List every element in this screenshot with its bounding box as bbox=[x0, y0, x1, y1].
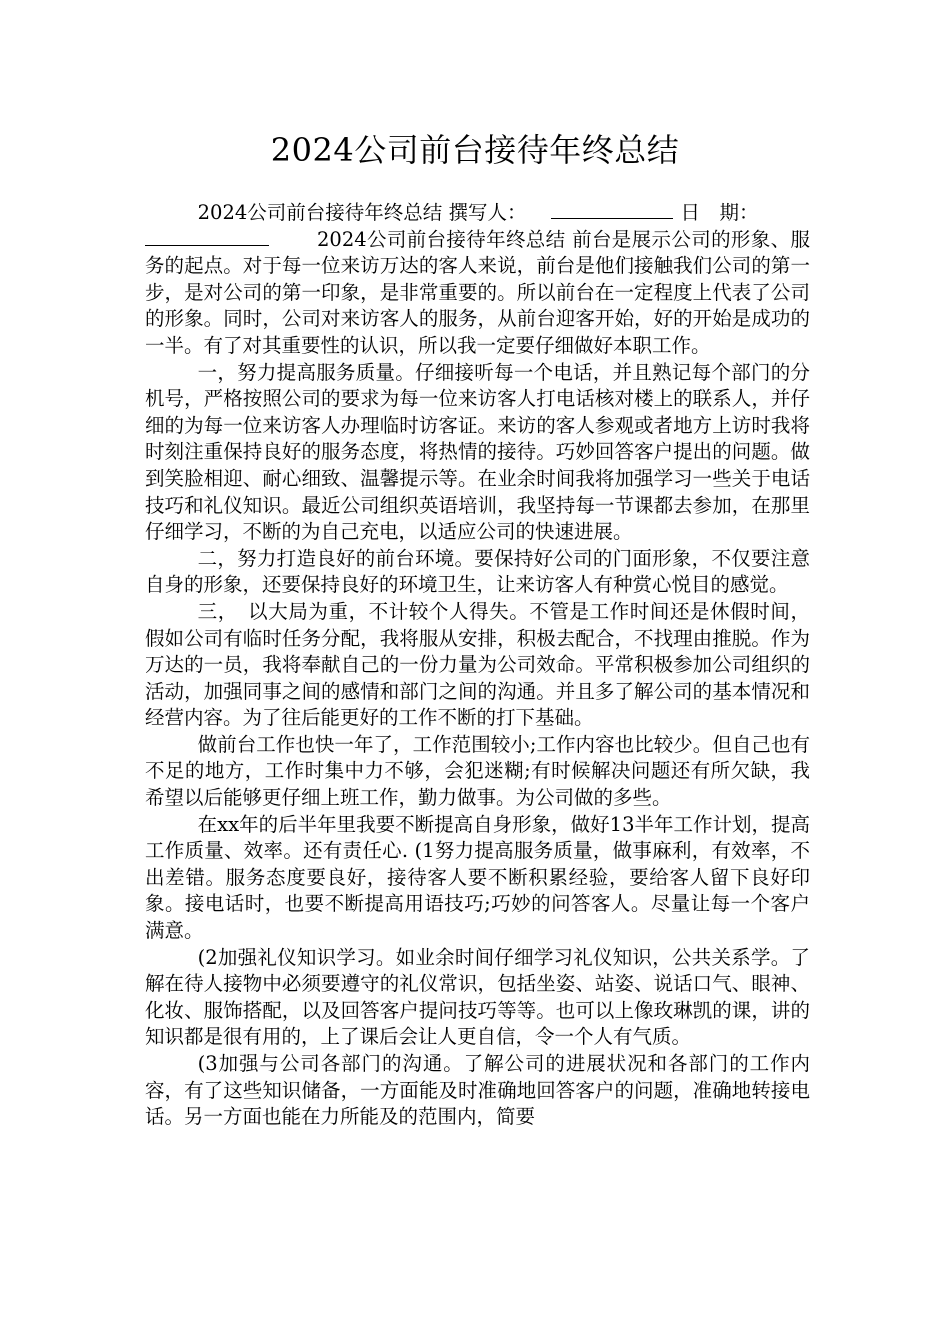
header-doc-name-2: 2024公司前台接待年终总结 bbox=[317, 227, 566, 251]
date-blank bbox=[145, 227, 269, 246]
paragraph-2: 二，努力打造良好的前台环境。要保持好公司的门面形象，不仅要注意自身的形象，还要保持良好的环境卫生，让来访客人有种赏心悦目的感觉。 bbox=[145, 546, 810, 597]
paragraph-6: (2加强礼仪知识学习。如业余时间仔细学习礼仪知识，公共关系学。了解在待人接物中必须要遵守的礼仪常识，包括坐姿、站姿、说话口气、眼神、化妆、服饰搭配，以及回答客户提问技巧等等。也可以上像玫琳凯的课，讲的知识都是很有用的，上了课后会让人更自信，令一个人有气质。 bbox=[145, 945, 810, 1049]
intro-text: 前台是展示公司的形象、服务的起点。对于每一位来访万达的客人来说，前台是他们接触我们公司的第一步，是对公司的第一印象，是非常重要的。所以前台在一定程度上代表了公司的形象。同时，公司对来访客人的服务，从前台迎客开始，好的开始是成功的一半。有了对其重要性的认识，所以我一定要仔细做好本职工作。 bbox=[145, 227, 810, 357]
header-doc-name: 2024公司前台接待年终总结 bbox=[197, 201, 443, 224]
document-title: 2024公司前台接待年终总结 bbox=[270, 131, 680, 169]
date-label: 日 期： bbox=[680, 201, 759, 224]
author-label: 撰写人： bbox=[448, 201, 527, 224]
author-blank bbox=[551, 200, 673, 219]
header-paragraph bbox=[145, 200, 810, 360]
paragraph-1: 一，努力提高服务质量。仔细接听每一个电话，并且熟记每个部门的分机号，严格按照公司的要求为每一位来访客人打电话核对楼上的联系人，并仔细的为每一位来访客人办理临时访客证。来访的客人参观或者地方上访时我将时刻注重保持良好的服务态度，将热情的接待。巧妙回答客户提出的问题。做到笑脸相迎、耐心细致、温馨提示等。在业余时间我将加强学习一些关于电话技巧和礼仪知识。最近公司组织英语培训，我坚持每一节课都去参加，在那里仔细学习，不断的为自己充电，以适应公司的快速进展。 bbox=[145, 360, 810, 544]
document-body bbox=[145, 200, 810, 1131]
paragraph-7: (3加强与公司各部门的沟通。了解公司的进展状况和各部门的工作内容，有了这些知识储备，一方面能及时准确地回答客户的问题，准确地转接电话。另一方面也能在力所能及的范围内，简要 bbox=[145, 1052, 810, 1129]
paragraph-5: 在xx年的后半年里我要不断提高自身形象，做好13半年工作计划，提高工作质量、效率。还有责任心. (1努力提高服务质量，做事麻利，有效率，不出差错。服务态度要良好，接待客人要不断积累经验，要给客人留下良好印象。接电话时，也要不断提高用语技巧;巧妙的问答客人。尽量让每一个客户满意。 bbox=[145, 812, 810, 943]
paragraph-3: 三， 以大局为重，不计较个人得失。不管是工作时间还是休假时间，假如公司有临时任务分配，我将服从安排，积极去配合，不找理由推脱。作为万达的一员，我将奉献自己的一份力量为公司效命。平常积极参加公司组织的活动，加强同事之间的感情和部门之间的沟通。并且多了解公司的基本情况和经营内容。为了往后能更好的工作不断的打下基础。 bbox=[145, 599, 810, 730]
paragraph-4: 做前台工作也快一年了，工作范围较小;工作内容也比较少。但自己也有不足的地方，工作时集中力不够，会犯迷糊;有时候解决问题还有所欠缺，我希望以后能够更仔细上班工作，勤力做事。为公司做的多些。 bbox=[145, 732, 810, 810]
